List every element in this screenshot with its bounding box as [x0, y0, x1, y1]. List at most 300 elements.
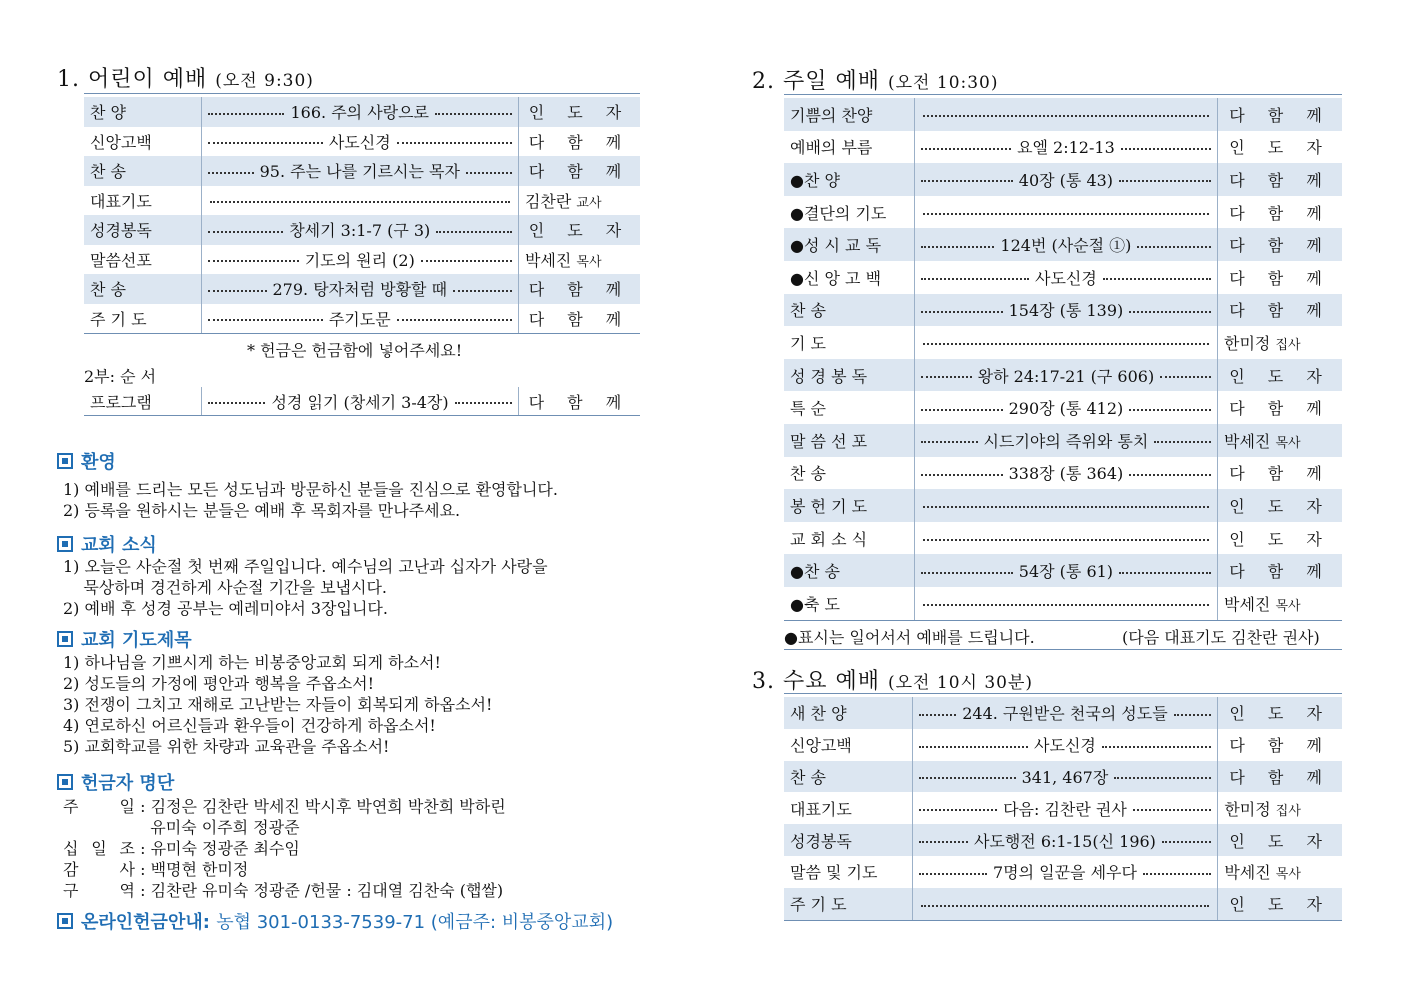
dotted-leader [921, 266, 1211, 289]
order-item [84, 304, 201, 334]
order-content-text: 341, 467장 [1021, 767, 1109, 787]
table-row [84, 97, 640, 127]
order-item [784, 792, 912, 824]
square-bullet-icon [57, 774, 73, 790]
order-content-text: 244. 구원받은 천국의 성도들 [962, 704, 1168, 724]
leader-name: 인 도 자 [1229, 366, 1331, 386]
text-line: 2) 등록을 원하시는 분들은 예배 후 목회자를 만나주세요. [63, 501, 461, 520]
table-row [784, 729, 1342, 761]
order-item [784, 294, 914, 327]
dotted-leader [921, 233, 1211, 256]
leader-name: 한미정 [1224, 799, 1276, 819]
order-leader [1218, 261, 1342, 294]
table-bottom-rule [84, 333, 640, 334]
dotted-leader [919, 901, 1212, 907]
text-line: 4) 연로하신 어르신들과 환우들이 건강하게 하옵소서! [63, 716, 436, 735]
table-row [784, 792, 1342, 824]
order-content [914, 228, 1217, 261]
order-content [914, 131, 1217, 164]
table-row [784, 489, 1342, 522]
order-leader [1218, 228, 1342, 261]
order-leader [1218, 697, 1342, 729]
order-item-label: 대표기도 [90, 191, 152, 211]
table-row [784, 359, 1342, 392]
order-content [914, 587, 1217, 620]
order-content [201, 304, 518, 334]
order-content [914, 98, 1217, 131]
table-row [84, 156, 640, 186]
order-item-label: ●결단의 기도 [790, 203, 887, 223]
order-content-text: 338장 (통 364) [1008, 464, 1124, 484]
square-bullet-icon [57, 631, 73, 647]
order-item [84, 245, 201, 275]
table-row [784, 697, 1342, 729]
leader-title: 목사 [1275, 598, 1301, 614]
dotted-leader [208, 197, 512, 203]
donor-label: 십 일 조 [63, 839, 135, 858]
order-item [784, 359, 914, 392]
leader-title: 목사 [1275, 867, 1301, 883]
order-leader [1218, 792, 1342, 824]
dotted-leader [208, 218, 512, 241]
leader-name: 인 도 자 [1229, 496, 1331, 516]
dotted-leader [921, 429, 1211, 452]
offering-note: * 헌금은 헌금함에 넣어주세요! [247, 341, 463, 360]
order-item [784, 888, 912, 920]
order-content [201, 274, 518, 304]
dotted-leader [919, 797, 1212, 820]
order-leader [518, 245, 640, 275]
leader-name: 인 도 자 [528, 221, 631, 241]
order-content-text: 성경 읽기 (창세기 3-4장) [271, 392, 449, 412]
square-bullet-icon [57, 453, 73, 469]
order-item [784, 489, 914, 522]
order-item-label: 찬 송 [90, 162, 126, 182]
table-row [784, 587, 1342, 620]
table-row [784, 457, 1342, 490]
order-content [914, 294, 1217, 327]
order-content [912, 824, 1218, 856]
order-item-label: 찬 송 [790, 464, 826, 484]
leader-name: 다 함 께 [1229, 236, 1331, 256]
order-item-label: 성경봉독 [790, 831, 852, 851]
table-row [84, 215, 640, 245]
donor-colon: : [135, 881, 151, 900]
order-leader [518, 97, 640, 127]
next-prayer-note: (다음 대표기도 김찬란 권사) [1122, 628, 1320, 647]
order-content-text: 다음: 김찬란 권사 [1003, 799, 1127, 819]
table-row [784, 391, 1342, 424]
leader-name: 다 함 께 [1229, 464, 1331, 484]
order-content-text: 시드기야의 즉위와 통치 [983, 431, 1149, 451]
order-item [784, 228, 914, 261]
order-leader [518, 156, 640, 186]
order-item-label: ●성 시 교 독 [790, 236, 882, 256]
order-content [914, 261, 1217, 294]
leader-name: 박세진 [1224, 431, 1276, 451]
order-content-text: 사도행전 6:1-15(신 196) [973, 831, 1156, 851]
part2-bottom-rule [84, 415, 640, 416]
order-item [84, 186, 201, 216]
table-row [784, 294, 1342, 327]
prayer-heading: 교회 기도제목 [57, 626, 192, 652]
order-content [912, 856, 1218, 888]
order-leader [518, 274, 640, 304]
welcome-heading: 환영 [57, 448, 116, 474]
donor-names: 김찬란 유미숙 정광준 /헌물 : 김대열 김찬숙 (햅쌀) [150, 881, 504, 900]
order-item [784, 391, 914, 424]
order-content [912, 792, 1218, 824]
order-item-label: 성경봉독 [90, 221, 152, 241]
order-item [84, 387, 202, 415]
table-row [784, 554, 1342, 587]
order-content [912, 761, 1218, 793]
order-item-label: 찬 양 [90, 103, 126, 123]
table-row [784, 424, 1342, 457]
order-item-label: 교 회 소 식 [790, 529, 868, 549]
leader-title: 교사 [576, 195, 602, 211]
order-item-label: 찬 송 [790, 301, 826, 321]
dotted-leader [919, 829, 1212, 852]
order-content [914, 554, 1217, 587]
order-item-label: 예배의 부름 [790, 138, 873, 158]
order-content [202, 387, 519, 415]
dotted-leader [921, 135, 1211, 158]
text-line: 2) 성도들의 가정에 평안과 행복을 주옵소서! [63, 674, 375, 693]
order-leader [1218, 326, 1342, 359]
text-line: 3) 전쟁이 그치고 재해로 고난받는 자들이 회복되게 하옵소서! [63, 695, 493, 714]
order-content-text: 요엘 2:12-13 [1017, 138, 1115, 158]
sunday-worship-title: 2. 주일 예배 (오전 10:30) [752, 69, 999, 94]
text-line: 1) 예배를 드리는 모든 성도님과 방문하신 분들을 진심으로 환영합니다. [63, 480, 558, 499]
order-leader [1218, 457, 1342, 490]
order-item [784, 326, 914, 359]
donor-names: 유미숙 이주희 정광준 [150, 818, 300, 837]
order-content [912, 697, 1218, 729]
dotted-leader [921, 535, 1211, 541]
order-item [784, 761, 912, 793]
donor-row [63, 817, 506, 838]
dotted-leader [921, 111, 1211, 117]
order-content-text: 40장 (통 43) [1018, 170, 1114, 190]
order-item [784, 196, 914, 229]
order-leader [1218, 856, 1342, 888]
dotted-leader [921, 502, 1211, 508]
prayer-text [63, 652, 492, 757]
leader-name: 인 도 자 [1229, 704, 1331, 724]
order-content [914, 489, 1217, 522]
dotted-leader [921, 364, 1211, 387]
order-item-label: 기 도 [790, 333, 826, 353]
order-item [784, 729, 912, 761]
order-item-label: 봉 헌 기 도 [790, 496, 868, 516]
leader-name: 다 함 께 [528, 132, 631, 152]
order-item-label: 주 기 도 [90, 309, 147, 329]
text-line: 2) 예배 후 성경 공부는 예레미야서 3장입니다. [63, 599, 388, 618]
news-heading: 교회 소식 [57, 531, 157, 557]
order-leader [1218, 391, 1342, 424]
order-content [201, 156, 518, 186]
order-leader [1218, 196, 1342, 229]
order-content-text: 54장 (통 61) [1018, 562, 1114, 582]
leader-title: 집사 [1275, 803, 1301, 819]
text-line: 1) 하나님을 기쁘시게 하는 비봉중앙교회 되게 하소서! [63, 653, 441, 672]
part2-table [84, 387, 640, 415]
news-text [63, 556, 548, 619]
donor-label [63, 817, 135, 838]
table-row [84, 186, 640, 216]
order-leader [1218, 98, 1342, 131]
dotted-leader [208, 277, 512, 300]
donor-colon: : [135, 797, 151, 816]
order-item-label: 새 찬 양 [790, 704, 847, 724]
order-content-text: 124번 (사순절 ①) [1000, 236, 1132, 256]
table-row [784, 261, 1342, 294]
order-content-text: 95. 주는 나를 기르시는 목자 [259, 162, 460, 182]
order-content [201, 215, 518, 245]
text-line: 묵상하며 경건하게 사순절 기간을 보냅시다. [63, 578, 387, 597]
order-item [84, 127, 201, 157]
children-worship-title: 1. 어린이 예배 (오전 9:30) [57, 67, 314, 92]
order-item-label: 찬 송 [90, 280, 126, 300]
table-row [84, 274, 640, 304]
order-item-label: 주 기 도 [790, 895, 847, 915]
leader-title: 목사 [1275, 435, 1301, 451]
dotted-leader [208, 307, 512, 330]
children-order-table [84, 97, 640, 333]
leader-name: 박세진 [1224, 863, 1276, 883]
order-leader [1218, 729, 1342, 761]
order-content-text: 창세기 3:1-7 (구 3) [289, 221, 431, 241]
leader-name: 다 함 께 [528, 280, 631, 300]
donor-label: 주 일 [63, 797, 135, 816]
dotted-leader [921, 461, 1211, 484]
order-leader [1218, 489, 1342, 522]
leader-name: 인 도 자 [528, 103, 631, 123]
table-row [784, 196, 1342, 229]
leader-name: 인 도 자 [1229, 529, 1331, 549]
leader-name: 다 함 께 [1229, 203, 1331, 223]
order-content [914, 424, 1217, 457]
order-item-label: 프로그램 [90, 392, 152, 412]
dotted-leader [919, 701, 1212, 724]
order-item [84, 215, 201, 245]
order-item-label: ●축 도 [790, 594, 840, 614]
leader-name: 다 함 께 [1229, 301, 1331, 321]
dotted-leader [921, 168, 1211, 191]
wednesday-worship-title: 3. 수요 예배 (오전 10시 30분) [752, 669, 1034, 694]
leader-name: 다 함 께 [1229, 562, 1331, 582]
leader-title: 목사 [576, 254, 602, 270]
order-item-label: ●신 앙 고 백 [790, 268, 882, 288]
order-content [914, 196, 1217, 229]
dotted-leader [208, 130, 512, 153]
table-bottom-rule [784, 920, 1342, 921]
table-row [784, 98, 1342, 131]
table-row [784, 522, 1342, 555]
dotted-leader [208, 159, 512, 182]
table-row [784, 824, 1342, 856]
text-line: 5) 교회학교를 위한 차량과 교육관을 주옵소서! [63, 737, 390, 756]
dotted-leader [921, 298, 1211, 321]
order-content [912, 729, 1218, 761]
leader-name: 박세진 [1224, 594, 1276, 614]
table-row [784, 131, 1342, 164]
order-item-label: 신앙고백 [90, 132, 152, 152]
donor-row [63, 796, 506, 817]
order-item-label: ●찬 양 [790, 170, 840, 190]
online-offering: 온라인헌금안내: 농협 301-0133-7539-71 (예금주: 비봉중앙교회) [57, 908, 613, 934]
order-leader [1218, 522, 1342, 555]
donors-heading: 헌금자 명단 [57, 769, 174, 795]
leader-name: 김찬란 [524, 191, 577, 211]
order-item [784, 554, 914, 587]
donors-list [63, 796, 506, 901]
table-row [784, 856, 1342, 888]
order-item-label: 말 씀 선 포 [790, 431, 868, 451]
dotted-leader [921, 209, 1211, 215]
order-leader [518, 127, 640, 157]
square-bullet-icon [57, 536, 73, 552]
order-item [784, 98, 914, 131]
donor-names: 백명현 한미정 [150, 860, 249, 879]
text-line: 1) 오늘은 사순절 첫 번째 주일입니다. 예수님의 고난과 십자가 사랑을 [63, 557, 548, 576]
order-item [784, 522, 914, 555]
donor-label: 구 역 [63, 881, 135, 900]
order-item [784, 163, 914, 196]
order-leader [1218, 163, 1342, 196]
order-content [914, 522, 1217, 555]
table-row [84, 245, 640, 275]
order-item [84, 156, 201, 186]
leader-name: 다 함 께 [1229, 170, 1331, 190]
donor-row [63, 838, 506, 859]
leader-name: 다 함 께 [528, 309, 631, 329]
leader-name: 다 함 께 [528, 162, 631, 182]
order-leader [518, 186, 640, 216]
donor-names: 김정은 김찬란 박세진 박시후 박연희 박찬희 박하린 [150, 797, 506, 816]
square-bullet-icon [57, 913, 73, 929]
order-leader [1218, 587, 1342, 620]
order-item-label: 말씀 및 기도 [790, 863, 878, 883]
table-bottom-rule [784, 620, 1342, 621]
order-content-text: 7명의 일꾼을 세우다 [992, 863, 1137, 883]
leader-name: 다 함 께 [1229, 399, 1331, 419]
order-leader [1218, 294, 1342, 327]
table-row [84, 387, 640, 415]
donor-names: 유미숙 정광준 최수임 [150, 839, 300, 858]
order-leader [1218, 888, 1342, 920]
dotted-leader [921, 559, 1211, 582]
dotted-leader [919, 733, 1212, 756]
donor-row [63, 880, 506, 901]
leader-name: 인 도 자 [1229, 831, 1331, 851]
order-content-text: 기도의 원리 (2) [304, 250, 415, 270]
order-content-text: 주기도문 [328, 309, 391, 329]
leader-name: 인 도 자 [1229, 138, 1331, 158]
order-content-text: 154장 (통 139) [1008, 301, 1124, 321]
dotted-leader [921, 600, 1211, 606]
order-item [784, 261, 914, 294]
order-content-text: 290장 (통 412) [1008, 399, 1124, 419]
order-item [784, 856, 912, 888]
order-leader [1218, 131, 1342, 164]
table-row [784, 761, 1342, 793]
order-leader [518, 387, 640, 415]
order-leader [1218, 761, 1342, 793]
order-item [784, 424, 914, 457]
order-leader [1218, 554, 1342, 587]
donor-label: 감 사 [63, 860, 135, 879]
order-content [914, 163, 1217, 196]
order-item-label: 찬 송 [790, 767, 826, 787]
sunday-order-table [784, 98, 1342, 620]
welcome-text [63, 479, 558, 521]
order-item-label: 신앙고백 [790, 736, 852, 756]
order-content [914, 359, 1217, 392]
order-leader [518, 215, 640, 245]
order-item [84, 97, 201, 127]
order-item [784, 824, 912, 856]
order-leader [1218, 359, 1342, 392]
leader-name: 한미정 [1224, 333, 1276, 353]
leader-name: 박세진 [524, 250, 577, 270]
order-leader [518, 304, 640, 334]
dotted-leader [208, 390, 512, 413]
donor-colon [135, 817, 150, 838]
leader-name: 다 함 께 [1229, 105, 1331, 125]
part2-label: 2부: 순 서 [84, 367, 157, 386]
order-content [201, 186, 518, 216]
table-row [784, 228, 1342, 261]
dotted-leader [208, 100, 512, 123]
order-leader [1218, 424, 1342, 457]
order-content-text: 사도신경 [1035, 268, 1097, 288]
table-row [84, 304, 640, 334]
dotted-leader [919, 860, 1212, 883]
order-content-text: 279. 탕자처럼 방황할 때 [272, 280, 448, 300]
leader-name: 다 함 께 [1229, 736, 1331, 756]
dotted-leader [921, 339, 1211, 345]
order-content-text: 사도신경 [328, 132, 391, 152]
order-content-text: 사도신경 [1034, 736, 1096, 756]
order-item-label: 특 순 [790, 399, 826, 419]
leader-name: 다 함 께 [1229, 767, 1331, 787]
dotted-leader [208, 248, 512, 271]
order-content [914, 326, 1217, 359]
order-item-label: 성 경 봉 독 [790, 366, 868, 386]
donor-colon: : [135, 839, 151, 858]
donor-colon: : [135, 860, 151, 879]
order-content [201, 97, 518, 127]
order-content-text: 왕하 24:17-21 (구 606) [977, 366, 1155, 386]
order-content [912, 888, 1218, 920]
order-item [784, 457, 914, 490]
leader-name: 다 함 께 [1229, 268, 1331, 288]
table-row [784, 326, 1342, 359]
order-content [201, 127, 518, 157]
footnote-rule [784, 649, 1342, 650]
standing-footnote: ●표시는 일어서서 예배를 드립니다. [784, 628, 1035, 647]
table-row [84, 127, 640, 157]
order-item-label: 말씀선포 [90, 250, 152, 270]
order-content [201, 245, 518, 275]
order-content [914, 391, 1217, 424]
dotted-leader [919, 765, 1212, 788]
order-item-label: 대표기도 [790, 799, 852, 819]
order-item [784, 131, 914, 164]
dotted-leader [921, 396, 1211, 419]
